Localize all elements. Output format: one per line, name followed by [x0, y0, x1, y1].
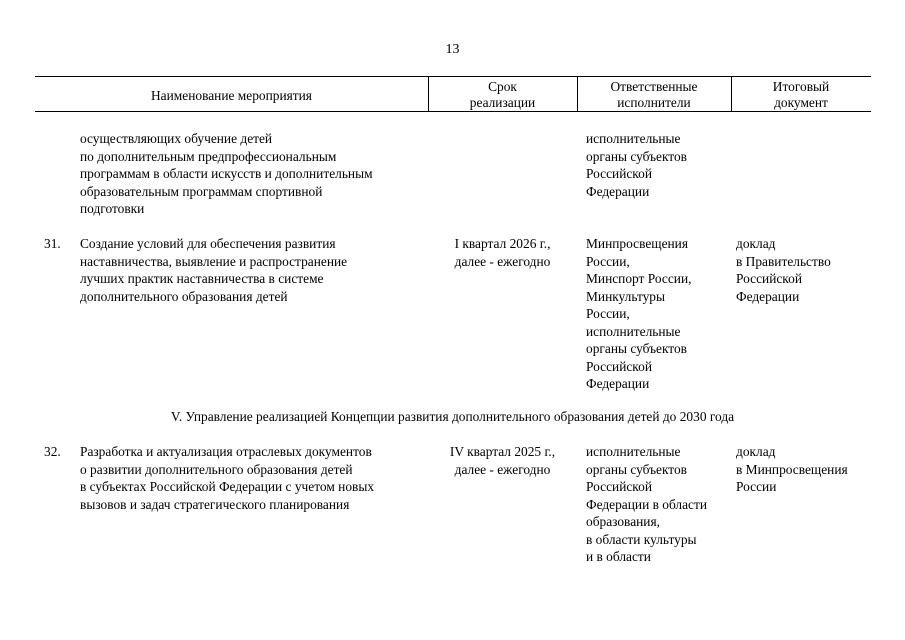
row-name: Разработка и актуализация отраслевых документов о развитии дополнительного образования детей в субъектах Российской Федерации с учетом новых вызовов и задач стратегического планирования [80, 444, 375, 512]
continuation-resp: исполнительные органы субъектов Российской Федерации [586, 131, 687, 199]
row-name: Создание условий для обеспечения развития наставничества, выявление и распространение лучших практик наставничества в системе дополнительного образования детей [80, 236, 348, 304]
header-col-name: Наименование мероприятия [151, 88, 312, 103]
row-number: 31. [44, 236, 61, 251]
section-title: V. Управление реализацией Концепции развития дополнительного образования детей до 2030 года [170, 409, 735, 424]
row-number: 32. [44, 444, 61, 459]
row-document: доклад в Минпросвещения России [736, 444, 848, 494]
table-top-rule [35, 76, 871, 77]
page-number: 13 [445, 42, 460, 57]
header-col-resp: Ответственные исполнители [610, 79, 698, 110]
row-term: IV квартал 2025 г., далее - ежегодно [449, 444, 556, 477]
table-header-bottom-rule [35, 111, 871, 112]
row-responsible: исполнительные органы субъектов Российской Федерации в области образования, в области культуры и в области [586, 444, 708, 564]
row-term: I квартал 2026 г., далее - ежегодно [454, 236, 551, 269]
row-document: доклад в Правительство Российской Федерации [736, 236, 831, 304]
continuation-name: осуществляющих обучение детей по дополнительным предпрофессиональным программам в области искусств и дополнительным образовательным программам спортивной подготовки [80, 131, 373, 216]
header-col-doc: Итоговый документ [772, 79, 830, 110]
row-responsible: Минпросвещения России, Минспорт России, Минкультуры России, исполнительные органы субъектов Российской Федерации [586, 236, 692, 391]
header-col-term: Срок реализации [469, 79, 536, 110]
